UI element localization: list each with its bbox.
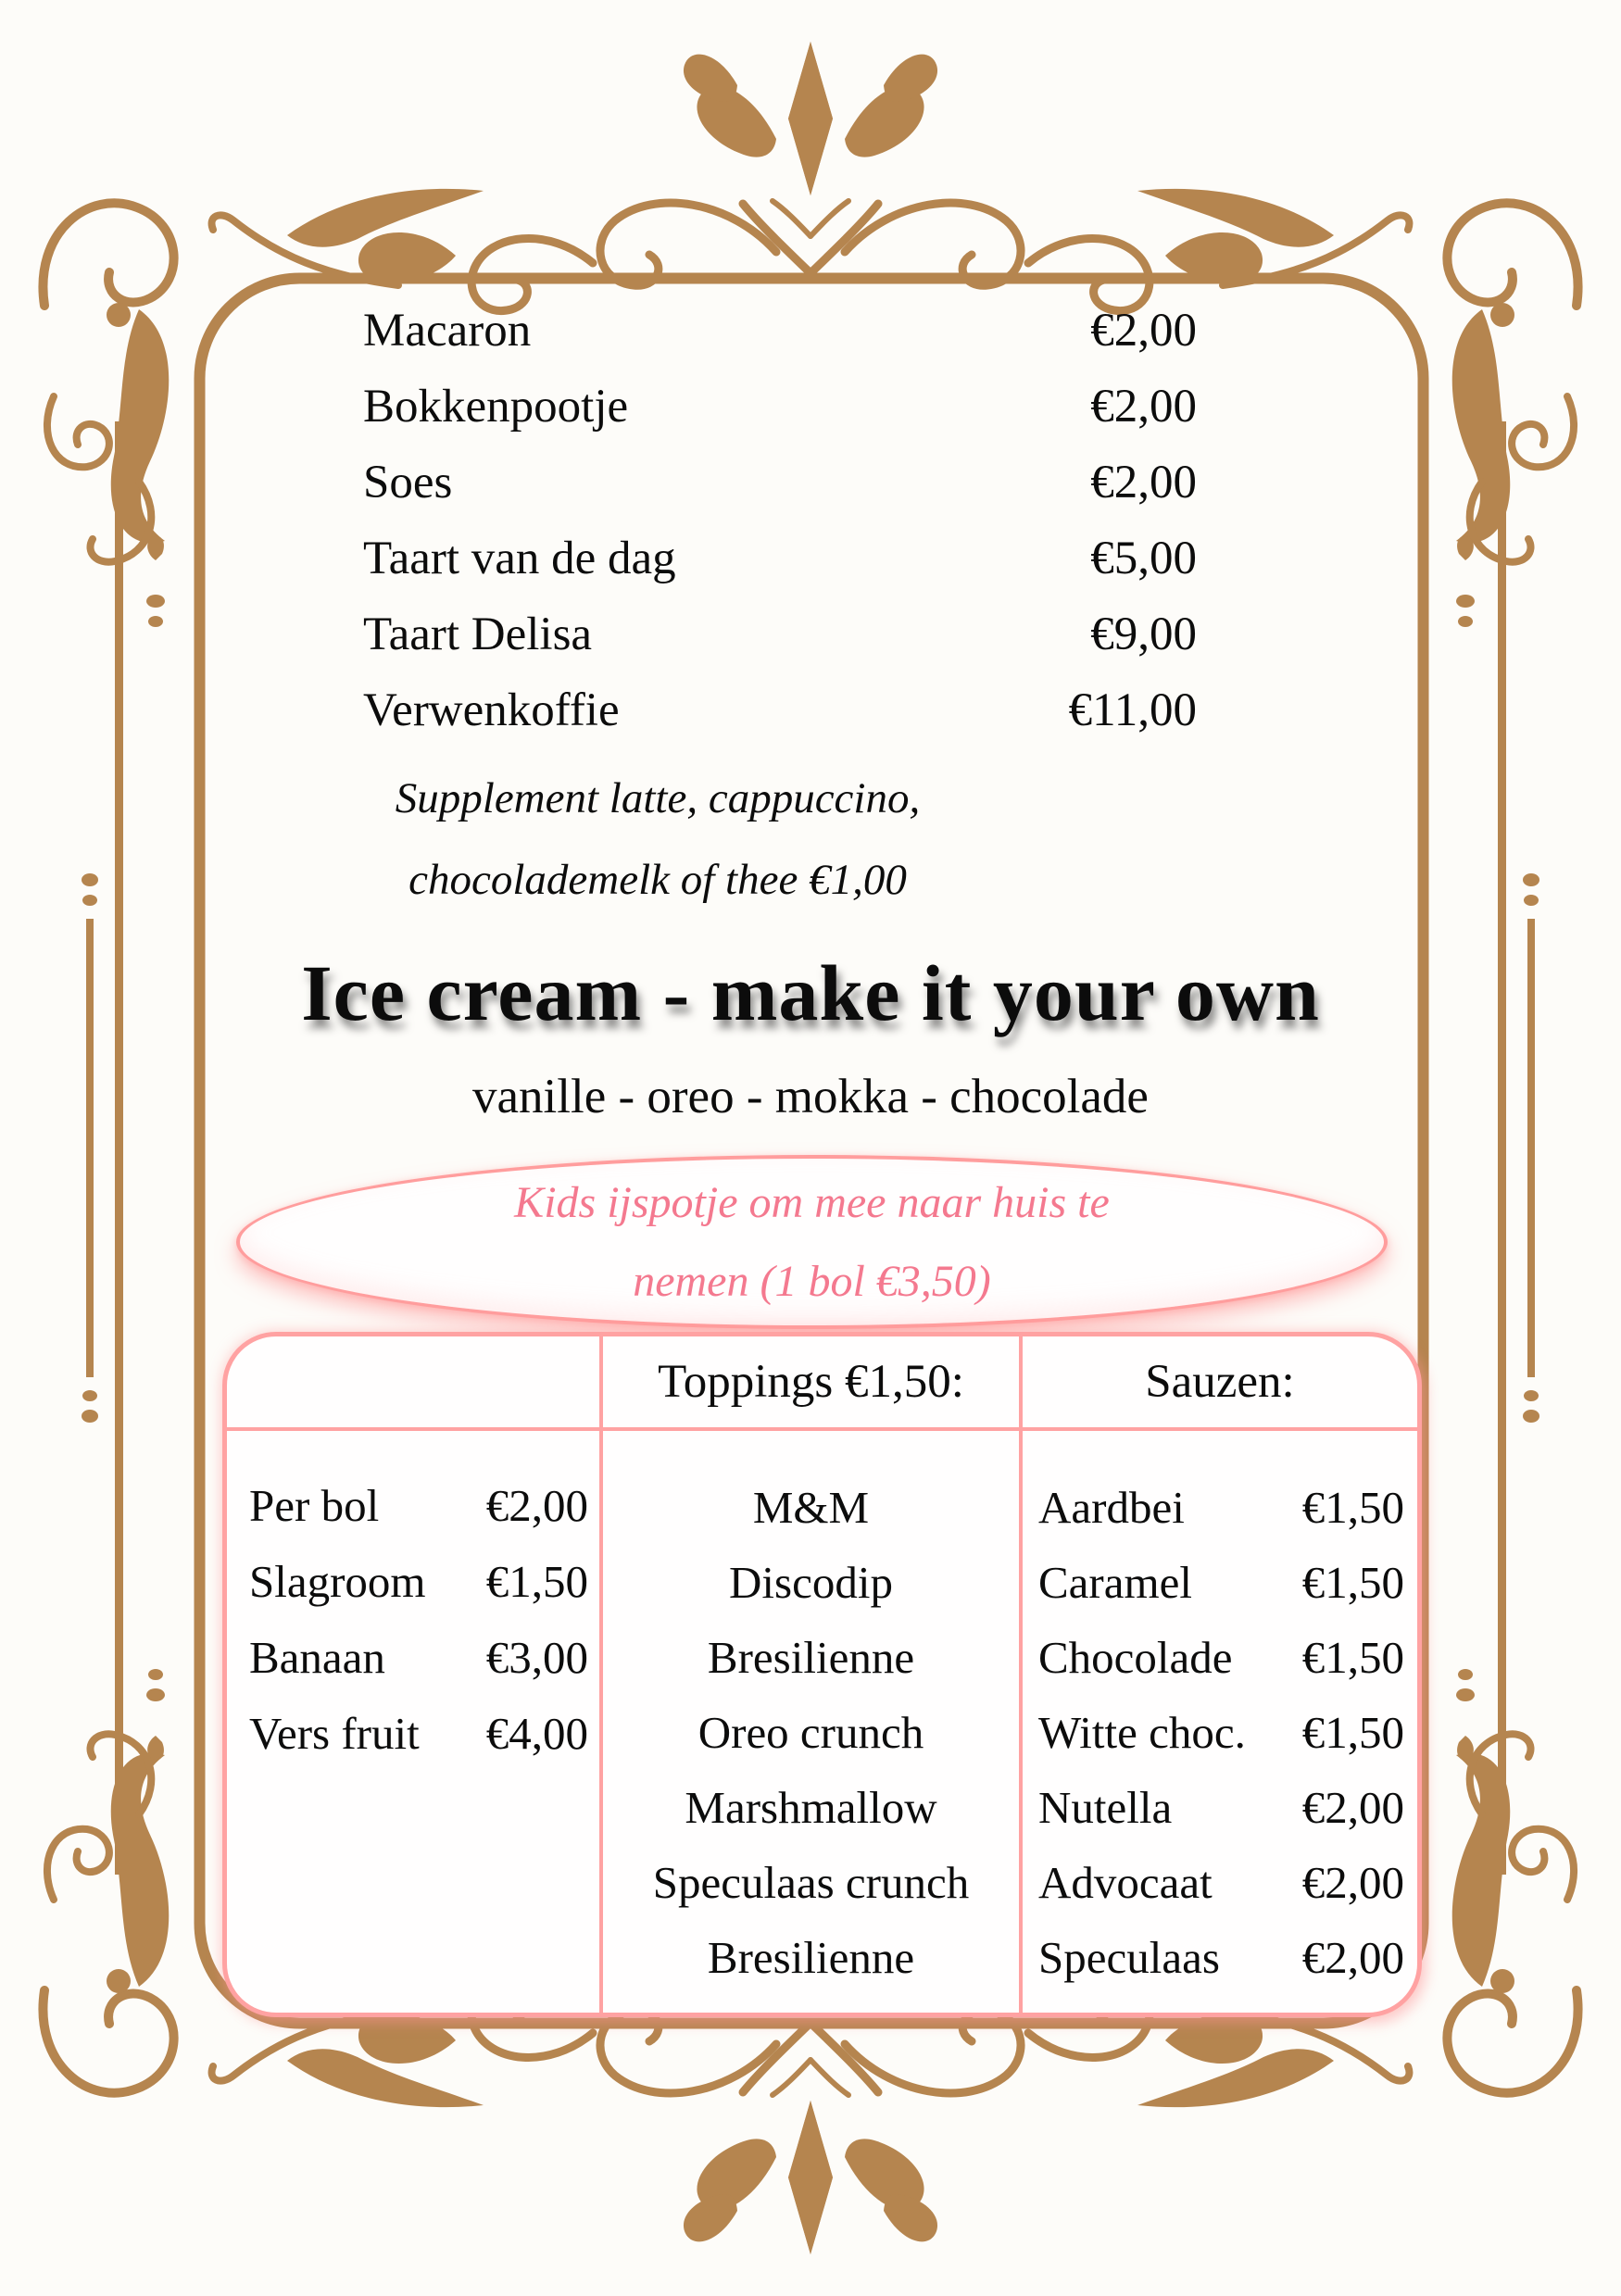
sauce-price: €1,50 [1301, 1632, 1404, 1683]
supplement-note [306, 758, 1010, 921]
sauce-row [1038, 1695, 1404, 1770]
topping-item: Oreo crunch [697, 1707, 924, 1758]
table-header-sauzen: Sauzen: [1145, 1356, 1295, 1408]
bakery-price-list [363, 293, 1197, 748]
sauce-name: Advocaat [1038, 1857, 1213, 1908]
menu-item-name: Taart van de dag [363, 533, 676, 584]
sauce-name: Speculaas [1038, 1932, 1220, 1983]
ice-cream-title: Ice cream - make it your own [301, 948, 1320, 1037]
topping-item: Bresilienne [707, 1632, 915, 1683]
sauce-row [1038, 1920, 1404, 1995]
sauce-price: €1,50 [1301, 1482, 1404, 1533]
sauce-row [1038, 1470, 1404, 1545]
base-option-price: €1,50 [485, 1556, 588, 1607]
sauce-price: €2,00 [1301, 1932, 1404, 1983]
sauce-name: Caramel [1038, 1557, 1192, 1608]
menu-item-price: €2,00 [1090, 305, 1197, 357]
toppings-column [603, 1470, 1019, 1995]
sauce-price: €2,00 [1301, 1857, 1404, 1908]
table-header-divider [227, 1427, 1417, 1431]
flavor-list: vanille - oreo - mokka - chocolade [472, 1070, 1149, 1123]
menu-item-price: €2,00 [1090, 457, 1197, 508]
kids-offer-oval [236, 1155, 1388, 1329]
kids-offer-line2: nemen (1 bol €3,50) [633, 1257, 991, 1306]
sauce-row [1038, 1770, 1404, 1845]
base-option-price: €3,00 [485, 1632, 588, 1683]
topping-item: Marshmallow [685, 1782, 937, 1833]
menu-item-row [363, 369, 1197, 445]
topping-item: Speculaas crunch [652, 1857, 970, 1908]
sauce-price: €2,00 [1301, 1782, 1404, 1833]
base-option-row [249, 1544, 588, 1620]
base-option-row [249, 1696, 588, 1772]
menu-item-name: Soes [363, 457, 453, 508]
menu-item-price: €11,00 [1068, 684, 1197, 736]
sauces-column [1038, 1470, 1404, 1995]
topping-item: Bresilienne [707, 1932, 915, 1983]
menu-item-row [363, 672, 1197, 748]
sauce-row [1038, 1545, 1404, 1620]
sauce-price: €1,50 [1301, 1557, 1404, 1608]
topping-item: Discodip [729, 1557, 893, 1608]
sauce-row [1038, 1845, 1404, 1920]
supplement-note-line2: chocolademelk of thee €1,00 [408, 856, 907, 904]
sauce-name: Witte choc. [1038, 1707, 1246, 1758]
menu-item-row [363, 521, 1197, 596]
sauce-name: Nutella [1038, 1782, 1173, 1833]
table-header-toppings: Toppings €1,50: [658, 1356, 964, 1408]
menu-item-name: Macaron [363, 305, 532, 357]
base-option-name: Vers fruit [249, 1708, 420, 1759]
menu-item-price: €5,00 [1090, 533, 1197, 584]
pricing-table [222, 1332, 1422, 2017]
menu-item-name: Verwenkoffie [363, 684, 620, 736]
base-option-name: Banaan [249, 1632, 385, 1683]
supplement-note-line1: Supplement latte, cappuccino, [395, 774, 921, 822]
menu-item-row [363, 596, 1197, 672]
base-option-name: Slagroom [249, 1556, 426, 1607]
base-options-column [249, 1468, 588, 1772]
topping-item: M&M [752, 1482, 870, 1533]
menu-item-price: €2,00 [1090, 381, 1197, 433]
base-option-name: Per bol [249, 1480, 380, 1531]
kids-offer-line1: Kids ijspotje om mee naar huis te [514, 1178, 1110, 1227]
base-option-price: €4,00 [485, 1708, 588, 1759]
sauce-row [1038, 1620, 1404, 1695]
menu-item-price: €9,00 [1090, 609, 1197, 660]
table-divider-2 [1019, 1336, 1023, 2013]
menu-item-name: Bokkenpootje [363, 381, 629, 433]
menu-item-row [363, 445, 1197, 521]
menu-item-name: Taart Delisa [363, 609, 593, 660]
sauce-name: Aardbei [1038, 1482, 1185, 1533]
sauce-name: Chocolade [1038, 1632, 1233, 1683]
base-option-row [249, 1468, 588, 1544]
base-option-price: €2,00 [485, 1480, 588, 1531]
base-option-row [249, 1620, 588, 1696]
sauce-price: €1,50 [1301, 1707, 1404, 1758]
menu-item-row [363, 293, 1197, 369]
